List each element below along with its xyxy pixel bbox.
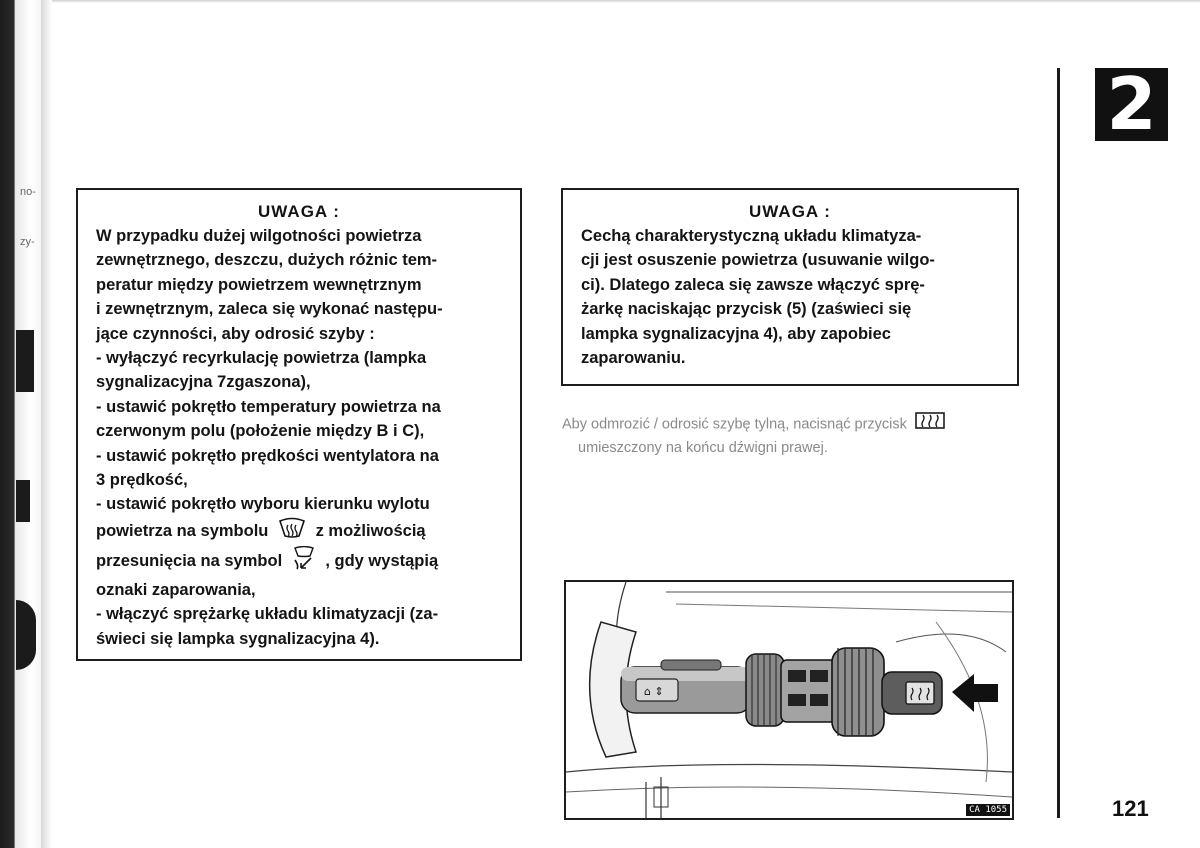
warning-line-with-symbol [96, 546, 502, 577]
warning-text [581, 224, 999, 370]
warning-line: - ustawić pokrętło wyboru kierunku wylotu [96, 495, 430, 514]
symbol-line-before: powietrza na symbolu [96, 521, 269, 540]
warning-line: Cechą charakterystyczną układu klimatyza- [581, 227, 922, 245]
warning-text [96, 224, 502, 651]
warning-title: UWAGA : [749, 202, 831, 221]
page-top-shadow [52, 0, 1200, 3]
warning-line: żarkę naciskając przycisk (5) (zaświeci się [581, 300, 912, 319]
warning-line: sygnalizacyjna 7zgaszona), [96, 373, 311, 392]
warning-line: zewnętrznego, deszczu, dużych różnic tem- [96, 251, 438, 270]
edge-text-2: zy- [20, 236, 35, 248]
binding-mark [16, 600, 36, 670]
windscreen-vent-icon [277, 517, 307, 546]
defrost-foot-icon [291, 546, 317, 577]
previous-page-edge [14, 0, 41, 848]
warning-line: lampka sygnalizacyjna 4), aby zapobiec [581, 324, 891, 343]
warning-line: - ustawić pokrętło temperatury powietrza na [96, 397, 441, 416]
warning-line: i zewnętrznym, zaleca się wykonać następu- [96, 300, 443, 319]
warning-line: 3 prędkość, [96, 471, 188, 490]
warning-line: jące czynności, aby odrosić szyby : [96, 324, 375, 343]
warning-line-with-symbol [96, 517, 502, 546]
stalk-drawing [566, 582, 1012, 818]
warning-line: oznaki zaparowania, [96, 580, 256, 599]
stalk-illustration [564, 580, 1014, 820]
warning-line: cji jest osuszenie powietrza (usuwanie wilgo- [581, 251, 935, 270]
page-number: 121 [1112, 796, 1149, 821]
warning-title: UWAGA : [258, 202, 340, 221]
edge-text-1: no- [20, 186, 36, 198]
symbol-line-after: , gdy wystąpią [325, 552, 439, 571]
instruction-line-2: umieszczony na końcu dźwigni prawej. [578, 440, 828, 456]
instruction-text: Aby odmrozić / odrosić szybę tylną, nacisnąć przycisk [562, 416, 907, 433]
chapter-tab: 2 [1095, 68, 1168, 141]
symbol-line-before: przesunięcia na symbol [96, 552, 283, 571]
warning-line: zaparowaniu. [581, 349, 686, 368]
binding-mark [16, 480, 30, 522]
warning-line: - włączyć sprężarkę układu klimatyzacji (za- [96, 605, 439, 624]
warning-line: ci). Dlatego zaleca się zawsze włączyć sprę- [581, 275, 925, 294]
binding-mark [16, 330, 34, 392]
chapter-rule [1057, 68, 1060, 818]
warning-line: świeci się lampka sygnalizacyjna 4). [96, 629, 380, 648]
warning-box-left [76, 188, 522, 661]
warning-box-right [561, 188, 1019, 386]
instruction-line-1 [562, 411, 1022, 438]
warning-line: - ustawić pokrętło prędkości wentylatora na [96, 446, 439, 465]
warning-line: W przypadku dużej wilgotności powietrza [96, 227, 422, 245]
warning-line: peratur między powietrzem wewnętrznym [96, 275, 422, 294]
rear-defrost-icon [915, 411, 945, 438]
warning-line: czerwonym polu (położenie między B i C), [96, 422, 425, 441]
svg-text:⌂ ⇕: ⌂ ⇕ [644, 685, 664, 698]
arrow-icon [952, 674, 998, 712]
symbol-line-after: z możliwością [315, 521, 426, 540]
warning-line: - wyłączyć recyrkulację powietrza (lampka [96, 349, 427, 368]
rear-defrost-instruction [562, 411, 1022, 459]
book-binding [0, 0, 52, 848]
figure-code: CA 1055 [966, 804, 1010, 816]
